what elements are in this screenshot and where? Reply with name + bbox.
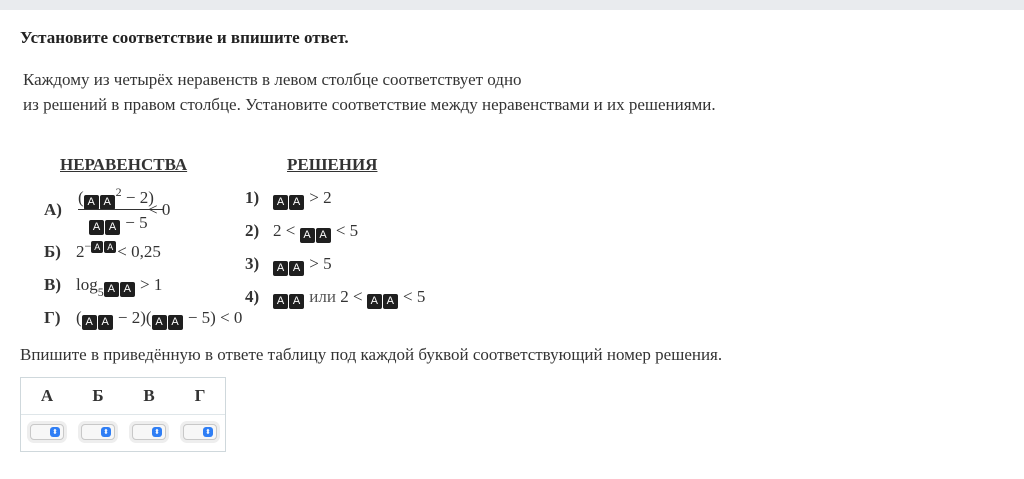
- table-divider: [21, 414, 225, 415]
- missing-glyph-icon: A: [100, 195, 115, 210]
- s4-or: или: [309, 287, 336, 306]
- missing-glyph-icon: A: [316, 228, 331, 243]
- s1-relation: > 2: [309, 188, 332, 207]
- answer-select-v[interactable]: [132, 424, 166, 440]
- missing-glyph-icon: A: [273, 195, 288, 210]
- inequalities-header: НЕРАВЕНСТВА: [60, 155, 188, 174]
- instruction-text: Впишите в приведённую в ответе таблицу под каждой буквой соответствующий номер решения.: [20, 345, 723, 364]
- answer-col-a: А: [40, 386, 54, 405]
- s2-left: 2 <: [273, 221, 296, 240]
- num-open: (: [78, 188, 84, 207]
- missing-glyph-icon: A: [383, 294, 398, 309]
- missing-glyph-icon: A: [105, 220, 120, 235]
- updown-chevron-icon: ⬍: [152, 427, 162, 437]
- log-base: 5: [97, 285, 104, 299]
- missing-glyph-icon: A: [367, 294, 382, 309]
- b-base: 2: [76, 242, 85, 261]
- g-open: (: [76, 308, 82, 327]
- b-exp-minus: −: [84, 239, 92, 253]
- missing-glyph-icon: A: [104, 241, 116, 253]
- solution-4-expression: [273, 287, 425, 309]
- b-relation: < 0,25: [117, 242, 161, 261]
- missing-glyph-icon: A: [89, 220, 104, 235]
- inequality-v-label: В): [44, 275, 61, 294]
- s4-relation: < 5: [403, 287, 426, 306]
- missing-glyph-icon: A: [120, 282, 135, 297]
- answer-col-b: Б: [92, 386, 104, 405]
- inequality-a-numerator: [78, 185, 154, 210]
- missing-glyph-icon: A: [273, 294, 288, 309]
- missing-glyph-icon: A: [300, 228, 315, 243]
- missing-glyph-icon: A: [152, 315, 167, 330]
- solutions-header: РЕШЕНИЯ: [287, 155, 378, 174]
- num-exponent: 2: [115, 185, 122, 199]
- inequality-a-relation: < 0: [148, 200, 171, 219]
- missing-glyph-icon: A: [289, 294, 304, 309]
- missing-glyph-icon: A: [91, 241, 103, 253]
- den-tail: − 5: [125, 213, 148, 232]
- inequality-a-denominator: [89, 213, 148, 235]
- intro-line-2: из решений в правом столбце. Установите соответствие между неравенствами и их решениями.: [23, 95, 716, 114]
- log-word: log: [76, 275, 98, 294]
- inequality-g-expression: [76, 308, 242, 330]
- s3-relation: > 5: [309, 254, 332, 273]
- answer-select-g[interactable]: [183, 424, 217, 440]
- inequality-g-label: Г): [44, 308, 61, 327]
- v-relation: > 1: [139, 275, 163, 294]
- updown-chevron-icon: ⬍: [50, 427, 60, 437]
- missing-glyph-icon: A: [84, 195, 99, 210]
- s2-relation: < 5: [335, 221, 359, 240]
- answer-select-b[interactable]: [81, 424, 115, 440]
- solution-1-expression: [273, 188, 332, 210]
- missing-glyph-icon: A: [82, 315, 97, 330]
- missing-glyph-icon: A: [104, 282, 119, 297]
- inequality-v-expression: [76, 275, 162, 297]
- solution-2-expression: [273, 221, 358, 243]
- updown-chevron-icon: ⬍: [203, 427, 213, 437]
- missing-glyph-icon: A: [168, 315, 183, 330]
- inequality-b-label: Б): [44, 242, 61, 261]
- missing-glyph-icon: A: [289, 195, 304, 210]
- inequality-a-label: А): [44, 200, 62, 219]
- answer-col-g: Г: [194, 386, 206, 405]
- answer-select-a[interactable]: [30, 424, 64, 440]
- inequality-b-expression: [76, 239, 161, 263]
- updown-chevron-icon: ⬍: [101, 427, 111, 437]
- missing-glyph-icon: A: [289, 261, 304, 276]
- num-close: − 2): [125, 188, 154, 207]
- answer-table: [20, 377, 226, 452]
- missing-glyph-icon: A: [273, 261, 288, 276]
- solution-4-label: 4): [245, 287, 260, 306]
- g-mid: − 2)(: [117, 308, 152, 327]
- solution-1-label: 1): [245, 188, 260, 207]
- answer-col-v: В: [143, 386, 155, 405]
- top-bar: [0, 0, 1024, 10]
- task-title: Установите соответствие и впишите ответ.: [20, 28, 349, 47]
- intro-line-1: Каждому из четырёх неравенств в левом столбце соответствует одно: [23, 70, 522, 89]
- solution-2-label: 2): [245, 221, 260, 240]
- solution-3-expression: [273, 254, 332, 276]
- s4-mid: 2 <: [340, 287, 363, 306]
- missing-glyph-icon: A: [98, 315, 113, 330]
- solution-3-label: 3): [245, 254, 260, 273]
- g-tail: − 5) < 0: [187, 308, 243, 327]
